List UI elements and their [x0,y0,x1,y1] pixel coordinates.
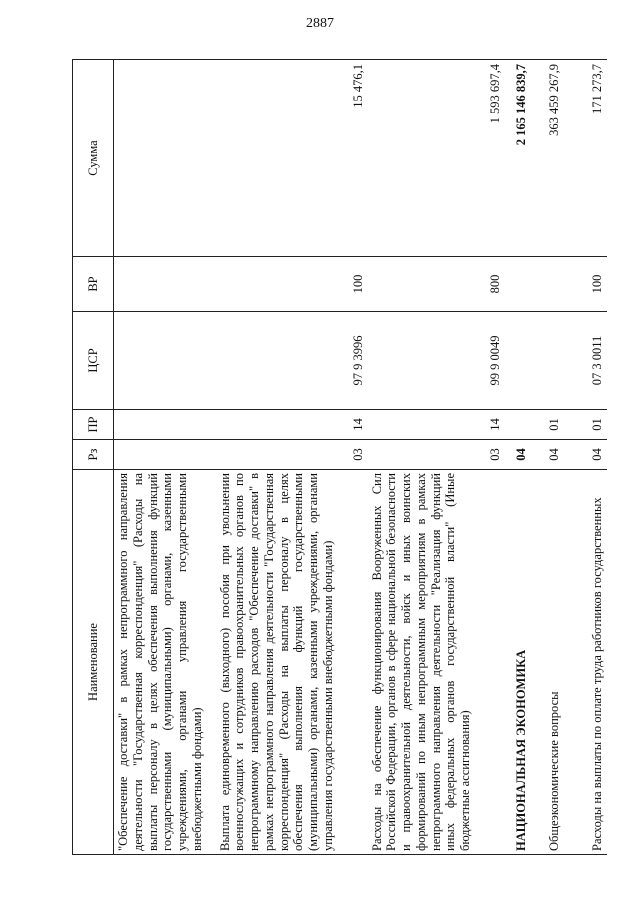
row-csr: 97 9 3996 [216,312,368,410]
table-header-row [73,60,114,855]
row-sum: 15 476,1 [216,60,368,257]
row-pr: 14 [368,410,505,440]
row-sum: 1 593 697,4 [368,60,505,257]
row-vr [539,257,571,312]
table-row [114,60,216,855]
row-rz: 04 [571,440,607,470]
rotated-table-wrapper [72,60,605,855]
row-vr [114,257,216,312]
header-sum: Сумма [73,60,114,257]
row-pr: 01 [539,410,571,440]
row-rz: 03 [216,440,368,470]
row-sum [114,60,216,257]
row-pr [114,410,216,440]
row-rz: 04 [539,440,571,470]
row-rz [114,440,216,470]
row-rz: 03 [368,440,505,470]
row-name: Расходы на выплаты по оплате труда работников государственных [571,470,607,855]
row-sum: 363 459 267,9 [539,60,571,257]
row-pr: 01 [571,410,607,440]
row-sum: 171 273,7 [571,60,607,257]
row-vr: 100 [216,257,368,312]
row-csr [114,312,216,410]
row-name: НАЦИОНАЛЬНАЯ ЭКОНОМИКА [505,470,539,855]
row-pr: 14 [216,410,368,440]
header-pr: ПР [73,410,114,440]
row-vr: 800 [368,257,505,312]
page-number: 2887 [306,16,334,31]
row-sum: 2 165 146 839,7 [505,60,539,257]
row-name: Расходы на обеспечение функционирования Вооруженных Сил Российской Федерации, органов в сфере национальной безопасности и правоохранительной деятельности, войск и иных воинских формирований по иным непрограммным мероприятиям в рамках непрограммного направления деятельности "Реализация функций иных федеральных органов государственной власти" (Иные бюджетные ассигнования) [368,470,505,855]
row-rz: 04 [505,440,539,470]
row-csr [539,312,571,410]
row-csr: 99 9 0049 [368,312,505,410]
table-row [505,60,539,855]
row-csr [505,312,539,410]
row-csr: 07 3 0011 [571,312,607,410]
row-name: Общеэкономические вопросы [539,470,571,855]
row-vr [505,257,539,312]
header-vr: ВР [73,257,114,312]
header-name: Наименование [73,470,114,855]
row-vr: 100 [571,257,607,312]
table-row [216,60,368,855]
header-csr: ЦСР [73,312,114,410]
table-row [539,60,571,855]
header-rz: Рз [73,440,114,470]
row-pr [505,410,539,440]
row-name: Выплата единовременного (выходного) пособия при увольнении военнослужащих и сотрудников правоохранительных органов по непрограммному направлению расходов "Обеспечение доставки" в рамках непрограммного направления деятельности "Государственная корреспонденция" (Расходы на выплаты персоналу в целях обеспечения выполнения функций государственными (муниципальными) органами, казенными учреждениями, органами управления государственными внебюджетными фондами) [216,470,368,855]
budget-table [72,59,607,855]
table-row [368,60,505,855]
row-name: "Обеспечение доставки" в рамках непрограммного направления деятельности "Государственная корреспонденция" (Расходы на выплаты персоналу в целях обеспечения выполнения функций государственными (муниципальными) органами, казенными учреждениями, органами управления государственными внебюджетными фондами) [114,470,216,855]
table-row [571,60,607,855]
